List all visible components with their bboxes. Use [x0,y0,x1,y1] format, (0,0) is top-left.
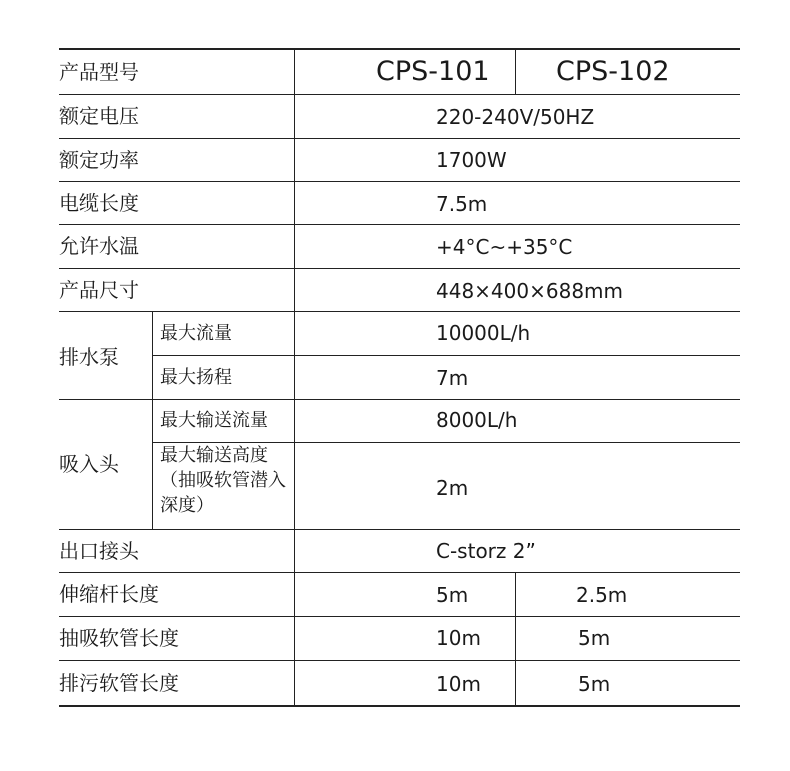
voltage-label: 额定电压 [59,104,139,128]
suction-head-group-label: 吸入头 [59,452,119,476]
row-divider [59,181,740,182]
row-divider [59,529,740,530]
drain-hose-value-cps-101: 10m [436,672,481,696]
suction-hose-label: 抽吸软管长度 [59,626,179,650]
pump-max-head-label: 最大扬程 [160,367,232,388]
rod-value-cps-102: 2.5m [576,583,628,607]
row-divider [59,660,740,661]
suction-max-height-label: 最大输送高度（抽吸软管潜入深度） [160,445,286,516]
row-divider [59,572,740,573]
drain-hose-value-cps-102: 5m [578,672,611,696]
column-divider [152,311,153,529]
pump-max-head-value: 7m [436,366,469,390]
row-divider [59,399,740,400]
suction-hose-value-cps-102: 5m [578,626,611,650]
rod-value-cps-101: 5m [436,583,469,607]
suction-max-height-value: 2m [436,476,469,500]
outlet-value: C-storz 2” [436,539,536,563]
row-divider [59,268,740,269]
header-label: 产品型号 [59,60,139,84]
drain-hose-label: 排污软管长度 [59,671,179,695]
pump-group-label: 排水泵 [59,345,119,369]
row-divider [59,138,740,139]
pump-max-flow-value: 10000L/h [436,321,531,345]
power-label: 额定功率 [59,148,139,172]
row-divider [152,355,740,356]
power-value: 1700W [436,148,507,172]
model-cps-102: CPS-102 [556,56,670,87]
table-border-top [59,48,740,50]
row-divider [59,311,740,312]
table-border-bottom [59,705,740,707]
row-divider [59,94,740,95]
cable-label: 电缆长度 [59,191,139,215]
row-divider [59,616,740,617]
rod-label: 伸缩杆长度 [59,582,159,606]
column-divider [515,48,516,94]
size-label: 产品尺寸 [59,278,139,302]
row-divider [59,224,740,225]
suction-max-flow-label: 最大输送流量 [160,410,268,431]
model-cps-101: CPS-101 [376,56,490,87]
water-temp-value: +4°C~+35°C [436,235,573,259]
cable-value: 7.5m [436,192,488,216]
voltage-value: 220-240V/50HZ [436,105,595,129]
column-divider [515,572,516,706]
size-value: 448×400×688mm [436,279,624,303]
outlet-label: 出口接头 [59,539,139,563]
water-temp-label: 允许水温 [59,234,139,258]
column-divider [294,48,295,706]
suction-hose-value-cps-101: 10m [436,626,481,650]
pump-max-flow-label: 最大流量 [160,323,232,344]
suction-max-flow-value: 8000L/h [436,408,518,432]
